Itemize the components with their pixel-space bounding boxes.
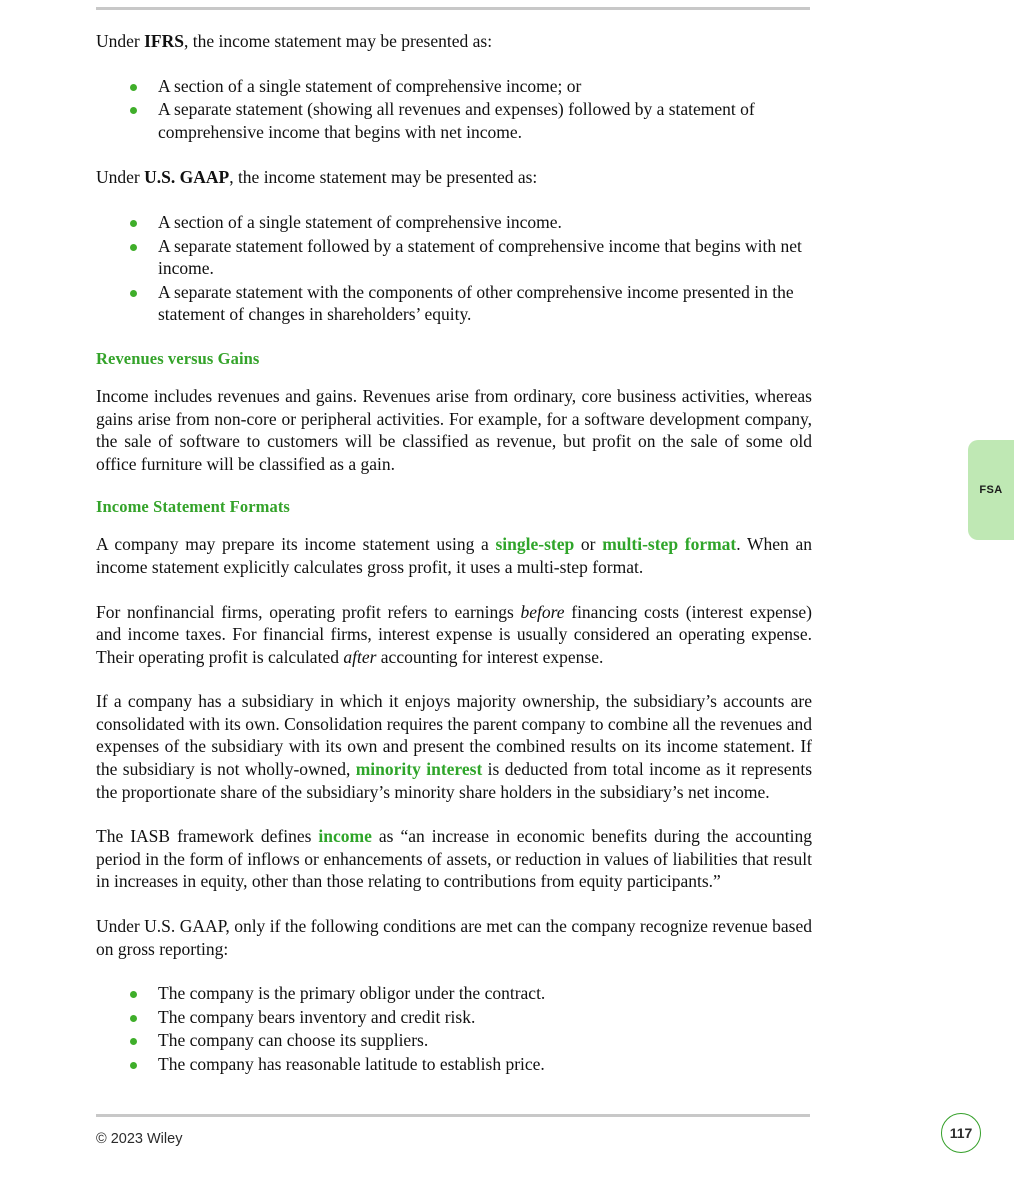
footer-copyright: © 2023 Wiley bbox=[96, 1131, 183, 1147]
bullet-text: A separate statement (showing all revenues and expenses) followed by a statement of comprehensive income that begins with net income. bbox=[158, 99, 755, 142]
page-content bbox=[96, 30, 812, 1077]
iasb-paragraph bbox=[96, 825, 812, 893]
term-income: income bbox=[318, 826, 372, 847]
gross-reporting-paragraph: Under U.S. GAAP, only if the following conditions are met can the company recognize revenue based on gross reporting: bbox=[96, 916, 812, 959]
emphasis-after: after bbox=[343, 646, 377, 667]
emphasis-before: before bbox=[520, 601, 565, 622]
term-minority-interest: minority interest bbox=[355, 759, 483, 780]
side-tab-fsa[interactable] bbox=[968, 440, 1014, 540]
gaap-intro-paragraph bbox=[96, 166, 812, 189]
formats-text-2: . When an income statement explicitly calculates gross profit, it uses a multi-step format. bbox=[96, 534, 813, 577]
ifrs-intro-text-1: Under bbox=[96, 31, 145, 51]
bottom-divider bbox=[96, 1114, 810, 1117]
list-item bbox=[96, 1053, 812, 1076]
top-divider bbox=[96, 7, 810, 10]
subsidiary-text-2: is deducted from total income as it represents the proportionate share of the subsidiary’s minority share holders in the subsidiary’s net income. bbox=[96, 759, 812, 802]
list-item bbox=[96, 1006, 812, 1029]
bullet-text: The company is the primary obligor under the contract. bbox=[158, 983, 546, 1004]
list-item bbox=[96, 281, 812, 326]
operating-profit-paragraph bbox=[96, 601, 812, 669]
side-tab-label: FSA bbox=[979, 484, 1003, 496]
revenues-paragraph: Income includes revenues and gains. Revenues arise from ordinary, core business activities, whereas gains arise from non-core or peripheral activities. For example, for a software development company, the sale of software to customers will be classified as revenue, but profit on the sale of some old office furniture will be classified as a gain. bbox=[96, 385, 812, 474]
bullet-text: A separate statement followed by a statement of comprehensive income that begins with net income. bbox=[158, 235, 802, 279]
bullet-text: The company bears inventory and credit risk. bbox=[158, 1006, 476, 1027]
section-heading-revenues-versus-gains: Revenues versus Gains bbox=[96, 348, 260, 368]
ifrs-intro-text-2: , the income statement may be presented as: bbox=[183, 31, 493, 51]
gaap-bullet-list bbox=[96, 211, 812, 326]
list-item bbox=[96, 211, 812, 234]
ifrs-label: IFRS bbox=[144, 31, 184, 51]
iasb-text-2: as “an increase in economic benefits during the accounting period in the form of inflows or enhancements of assets, or reduction in values of liabilities that result in increases in equity, other than those relating to contributions from equity participants.” bbox=[96, 826, 812, 892]
list-item bbox=[96, 75, 812, 98]
formats-or: or bbox=[574, 534, 603, 555]
page-number: 117 bbox=[949, 1125, 973, 1141]
list-item bbox=[96, 1029, 812, 1052]
bullet-text: A section of a single statement of comprehensive income; or bbox=[158, 75, 582, 96]
operating-text-3: accounting for interest expense. bbox=[376, 646, 604, 667]
operating-text-1: For nonfinancial firms, operating profit refers to earnings bbox=[96, 601, 521, 622]
page-number-badge bbox=[941, 1113, 981, 1153]
gaap-intro-text-2: , the income statement may be presented as: bbox=[229, 167, 538, 188]
gross-reporting-bullet-list bbox=[96, 982, 812, 1075]
bullet-text: A separate statement with the components of other comprehensive income presented in the statement of changes in shareholders’ equity. bbox=[158, 281, 794, 325]
formats-paragraph bbox=[96, 533, 812, 578]
term-single-step: single-step bbox=[495, 534, 575, 555]
ifrs-bullet-list bbox=[96, 75, 812, 144]
gaap-intro-text-1: Under bbox=[96, 167, 145, 188]
section-heading-income-statement-formats: Income Statement Formats bbox=[96, 497, 290, 517]
bullet-text: The company has reasonable latitude to establish price. bbox=[158, 1054, 545, 1074]
formats-text-1: A company may prepare its income statement using a bbox=[96, 534, 496, 555]
list-item bbox=[96, 982, 812, 1005]
subsidiary-paragraph bbox=[96, 690, 812, 803]
gaap-label: U.S. GAAP bbox=[144, 167, 230, 188]
bullet-text: The company can choose its suppliers. bbox=[158, 1030, 429, 1051]
subsidiary-text-1: If a company has a subsidiary in which it enjoys majority ownership, the subsidiary’s accounts are consolidated with its own. Consolidation requires the parent company to combine all the revenues and expenses of the subsidiary with its own and present the combined results on its income statement. If the subsidiary is not wholly-owned, bbox=[96, 691, 812, 780]
list-item bbox=[96, 235, 812, 280]
term-multi-step-format: multi-step format bbox=[602, 534, 737, 555]
iasb-text-1: The IASB framework defines bbox=[96, 826, 319, 847]
operating-text-2: financing costs (interest expense) and income taxes. For financial firms, interest expense is usually considered an operating expense. Their operating profit is calculated bbox=[96, 601, 812, 667]
bullet-text: A section of a single statement of comprehensive income. bbox=[158, 211, 562, 232]
ifrs-intro-paragraph bbox=[96, 30, 812, 53]
list-item bbox=[96, 98, 812, 143]
